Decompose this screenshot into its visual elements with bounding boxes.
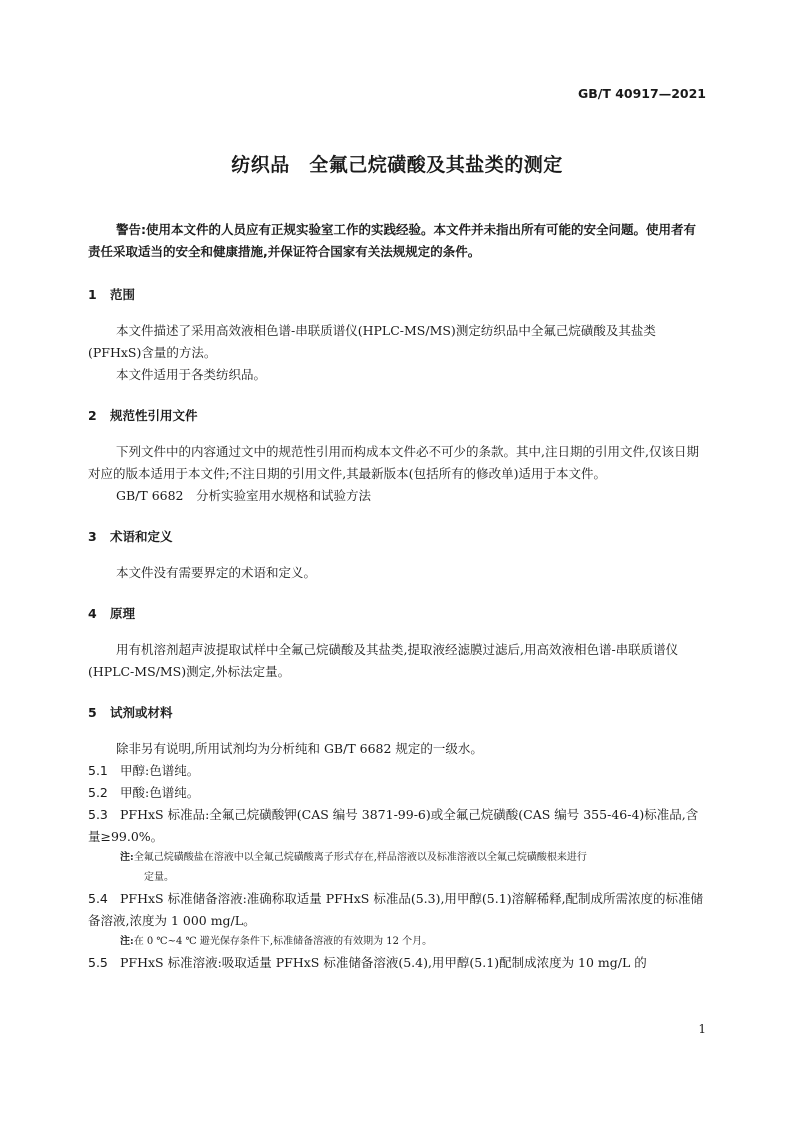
clause-number: 5.4 [88, 891, 108, 906]
clause-text: 甲醇:色谱纯。 [120, 763, 200, 778]
referenced-document: GB/T 6682 分析实验室用水规格和试验方法 [116, 488, 372, 503]
note-label: 注: [120, 936, 134, 947]
section-number: 4 [88, 606, 97, 621]
clause-item [88, 760, 706, 782]
clause-number: 5.5 [88, 955, 108, 970]
clause-text: 甲酸:色谱纯。 [120, 785, 200, 800]
clause-item [88, 782, 706, 804]
clause-text: PFHxS 标准溶液:吸取适量 PFHxS 标准储备溶液(5.4),用甲醇(5.1)配制成浓度为 10 mg/L 的 [120, 955, 647, 970]
section-title: 试剂或材料 [110, 705, 173, 720]
section-title: 术语和定义 [110, 529, 173, 544]
section-heading [88, 603, 706, 625]
paragraph: 除非另有说明,所用试剂均为分析纯和 GB/T 6682 规定的一级水。 [116, 741, 483, 756]
section-title: 范围 [110, 287, 136, 302]
section-heading [88, 526, 706, 548]
note-text-continued: 定量。 [144, 872, 174, 883]
clause-number: 5.1 [88, 763, 108, 778]
section-number: 1 [88, 287, 97, 302]
page-number: 1 [698, 1022, 706, 1036]
clause-item [88, 804, 706, 848]
note [88, 932, 706, 952]
paragraph: 本文件适用于各类纺织品。 [116, 367, 267, 382]
section-number: 5 [88, 705, 97, 720]
paragraph: 本文件没有需要界定的术语和定义。 [116, 565, 317, 580]
paragraph: 下列文件中的内容通过文中的规范性引用而构成本文件必不可少的条款。其中,注日期的引用文件,仅该日期对应的版本适用于本文件;不注日期的引用文件,其最新版本(包括所有的修改单)适用于本文件。 [88, 444, 699, 481]
note [88, 848, 706, 888]
clause-text: PFHxS 标准储备溶液:准确称取适量 PFHxS 标准品(5.3),用甲醇(5.1)溶解稀释,配制成所需浓度的标准储备溶液,浓度为 1 000 mg/L。 [88, 891, 704, 928]
note-text: 在 0 ℃~4 ℃ 避光保存条件下,标准储备溶液的有效期为 12 个月。 [133, 936, 433, 947]
document-title: 纺织品 全氟己烷磺酸及其盐类的测定 [231, 154, 563, 176]
section-number: 3 [88, 529, 97, 544]
clause-number: 5.3 [88, 807, 108, 822]
note-label: 注: [120, 852, 134, 863]
paragraph: 本文件描述了采用高效液相色谱-串联质谱仪(HPLC-MS/MS)测定纺织品中全氟己烷磺酸及其盐类(PFHxS)含量的方法。 [88, 323, 656, 360]
section-heading [88, 284, 706, 306]
section-heading [88, 405, 706, 427]
standard-code: GB/T 40917—2021 [577, 86, 706, 101]
note-text: 全氟己烷磺酸盐在溶液中以全氟己烷磺酸离子形式存在,样品溶液以及标准溶液以全氟己烷磺酸根来进行 [133, 852, 587, 863]
clause-item [88, 952, 706, 974]
section-title: 原理 [110, 606, 136, 621]
clause-item [88, 888, 706, 932]
clause-text: PFHxS 标准品:全氟己烷磺酸钾(CAS 编号 3871-99-6)或全氟己烷磺酸(CAS 编号 355-46-4)标准品,含量≥99.0%。 [88, 807, 699, 844]
clause-number: 5.2 [88, 785, 108, 800]
paragraph: 用有机溶剂超声波提取试样中全氟己烷磺酸及其盐类,提取液经滤膜过滤后,用高效液相色谱-串联质谱仪(HPLC-MS/MS)测定,外标法定量。 [88, 642, 679, 679]
section-heading [88, 702, 706, 724]
document-body [88, 284, 706, 974]
section-title: 规范性引用文件 [110, 408, 198, 423]
warning-paragraph: 警告:使用本文件的人员应有正规实验室工作的实践经验。本文件并未指出所有可能的安全问题。使用者有责任采取适当的安全和健康措施,并保证符合国家有关法规规定的条件。 [88, 222, 697, 259]
section-number: 2 [88, 408, 97, 423]
